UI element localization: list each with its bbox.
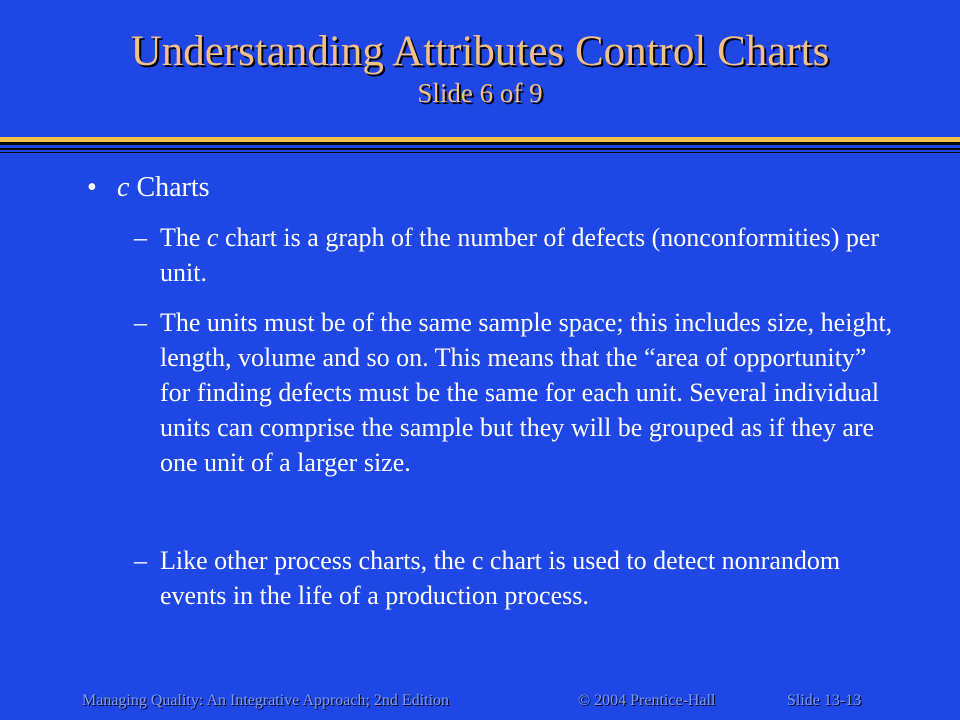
subpoint-text-pre: The: [160, 223, 207, 252]
subpoint-detection: [134, 543, 894, 613]
dash-marker: –: [134, 223, 147, 252]
subpoint-text: Like other process charts, the c chart is used to detect nonrandom events in the life of a production process.: [160, 546, 841, 610]
footer-book-title: Managing Quality: An Integrative Approach; 2nd Edition: [82, 692, 450, 709]
dash-marker: –: [134, 308, 147, 337]
footer-slide-number: Slide 13-13: [787, 692, 862, 709]
bullet-c-charts: [87, 170, 210, 206]
slide-subtitle: Slide 6 of 9: [417, 78, 543, 108]
title-divider-black-2: [0, 148, 960, 150]
subpoint-definition: [134, 220, 894, 290]
subpoint-sample-space: [134, 305, 894, 480]
subpoint-text: The units must be of the same sample space; this includes size, height, length, volume and so on. This means that the “area of opportunity” for finding defects must be the same for each unit. Several individual units can comprise the sample but they will be grouped as if they are one unit of a larger size.: [160, 308, 893, 477]
subpoint-text-post: chart is a graph of the number of defects (nonconformities) per unit.: [160, 223, 880, 287]
dash-marker: –: [134, 546, 147, 575]
bullet-label: Charts: [129, 172, 210, 203]
footer-copyright: © 2004 Prentice-Hall: [578, 692, 716, 709]
title-divider-black-1: [0, 142, 960, 145]
bullet-icon: •: [87, 172, 97, 203]
subpoint-text: [160, 220, 894, 290]
slide-title: Understanding Attributes Control Charts: [130, 28, 830, 75]
title-divider-black-3: [0, 152, 960, 153]
subpoint-text-italic: c: [206, 223, 219, 252]
bullet-term: c: [117, 172, 130, 203]
title-block: [0, 26, 960, 108]
